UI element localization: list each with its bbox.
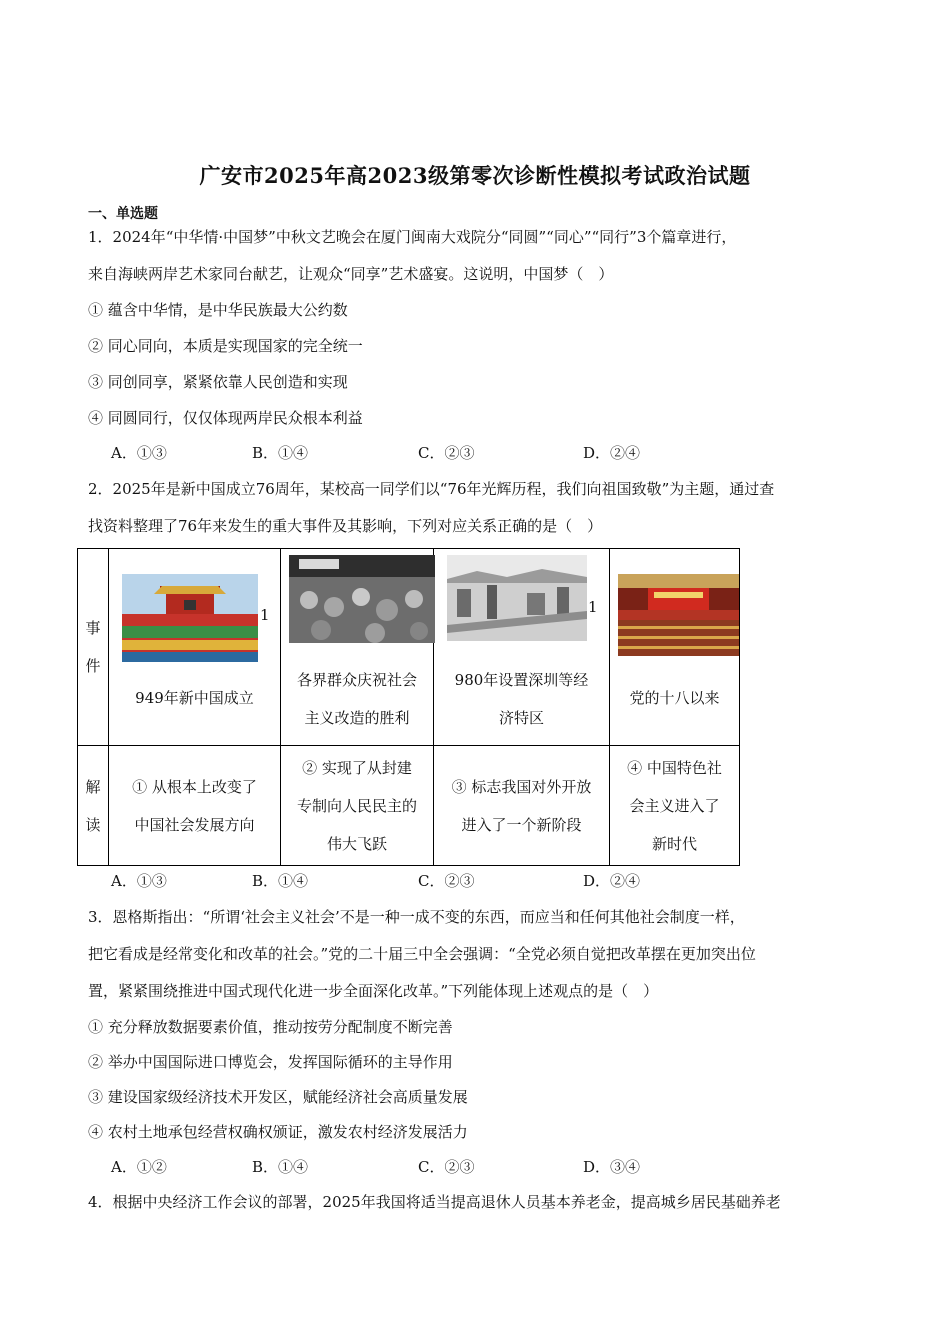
interp-cell-1 <box>109 746 281 866</box>
event-cell-1 <box>109 549 281 746</box>
q1-statement-1: ① 蕴含中华情，是中华民族最大公约数 <box>88 301 348 319</box>
q4-stem-line1: 4．根据中央经济工作会议的部署，2025年我国将适当提高退休人员基本养老金，提高城乡居民基础养老 <box>88 1193 781 1211</box>
q2-stem-line1: 2．2025年是新中国成立76周年，某校高一同学们以“76年光辉历程，我们向祖国致敬”为主题，通过查 <box>88 480 775 498</box>
events-row <box>78 549 740 746</box>
interp2-line2: 专制向人民民主的 <box>296 796 417 815</box>
q3-option-c[interactable]: C．②③ <box>418 1158 475 1176</box>
q1-option-a[interactable]: A．①③ <box>111 444 167 462</box>
interp3-line2: 进入了一个新阶段 <box>461 815 582 834</box>
interp2-line3: 伟大飞跃 <box>326 834 387 853</box>
event4-label: 党的十八以来 <box>629 689 720 707</box>
event2-label-line1: 各界群众庆祝社会 <box>296 671 417 689</box>
celebration-photo <box>289 555 435 643</box>
q3-stem-line3: 置，紧紧围绕推进中国式现代化进一步全面深化改革。”下列能体现上述观点的是（ ） <box>88 982 659 1000</box>
q1-stem-line1: 1．2024年“中华情·中国梦”中秋文艺晚会在厦门闽南大戏院分“同圆”“同心”“同行”3个篇章进行， <box>88 228 737 246</box>
q1-statement-2: ② 同心同向，本质是实现国家的完全统一 <box>88 337 363 355</box>
event1-label: 949年新中国成立 <box>135 689 254 707</box>
interp3-line1: ③ 标志我国对外开放 <box>451 777 592 796</box>
interpretation-row <box>78 746 740 866</box>
event-cell-3 <box>434 549 610 746</box>
congress-hall-photo <box>618 574 739 656</box>
event1-year-digit: 1 <box>260 606 270 624</box>
event-cell-2 <box>281 549 434 746</box>
interp-cell-4 <box>610 746 740 866</box>
interp4-line3: 新时代 <box>651 834 697 853</box>
q3-option-b[interactable]: B．①④ <box>252 1158 309 1176</box>
event3-label-line1: 980年设置深圳等经 <box>454 671 589 689</box>
q1-option-c[interactable]: C．②③ <box>418 444 475 462</box>
events-header-char-1: 事 <box>85 619 101 637</box>
event2-label-line2: 主义改造的胜利 <box>304 709 410 727</box>
interpretation-row-header <box>78 746 109 866</box>
events-row-header <box>78 549 109 746</box>
interp1-line2: 中国社会发展方向 <box>134 815 255 834</box>
q1-option-d[interactable]: D．②④ <box>583 444 641 462</box>
q2-stem-line2: 找资料整理了76年来发生的重大事件及其影响，下列对应关系正确的是（ ） <box>88 517 603 535</box>
q3-stem-line2: 把它看成是经常变化和改革的社会。”党的二十届三中全会强调：“全党必须自觉把改革摆在更加突出位 <box>88 945 756 963</box>
q1-stem-line2: 来自海峡两岸艺术家同台献艺，让观众“同享”艺术盛宴。这说明，中国梦（ ） <box>88 265 614 283</box>
events-table <box>77 548 740 866</box>
interp4-line2: 会主义进入了 <box>629 796 720 815</box>
q3-statement-3: ③ 建设国家级经济技术开发区，赋能经济社会高质量发展 <box>88 1088 468 1106</box>
section-heading: 一、单选题 <box>88 206 158 222</box>
q3-stem-line1: 3．恩格斯指出：“所谓‘社会主义社会’不是一种一成不变的东西，而应当和任何其他社会制度一样， <box>88 908 745 926</box>
q3-option-a[interactable]: A．①② <box>111 1158 167 1176</box>
interp-header-char-2: 读 <box>85 815 101 834</box>
q1-statement-3: ③ 同创同享，紧紧依靠人民创造和实现 <box>88 373 348 391</box>
interp-cell-2 <box>281 746 434 866</box>
interp-cell-3 <box>434 746 610 866</box>
q3-statement-4: ④ 农村土地承包经营权确权颁证，激发农村经济发展活力 <box>88 1123 468 1141</box>
events-header-char-2: 件 <box>85 657 101 675</box>
page-title: 广安市2025年高2023级第零次诊断性模拟考试政治试题 <box>199 163 751 188</box>
interp-header-char-1: 解 <box>85 777 101 796</box>
q1-statement-4: ④ 同圆同行，仅仅体现两岸民众根本利益 <box>88 409 363 427</box>
shenzhen-photo <box>447 555 587 641</box>
event3-label-line2: 济特区 <box>498 709 544 727</box>
q2-option-c[interactable]: C．②③ <box>418 872 475 890</box>
q3-statement-2: ② 举办中国国际进口博览会，发挥国际循环的主导作用 <box>88 1053 453 1071</box>
q2-option-a[interactable]: A．①③ <box>111 872 167 890</box>
interp2-line1: ② 实现了从封建 <box>302 758 412 777</box>
tiananmen-photo <box>122 574 258 662</box>
interp1-line1: ① 从根本上改变了 <box>132 777 257 796</box>
q1-option-b[interactable]: B．①④ <box>252 444 309 462</box>
q2-option-b[interactable]: B．①④ <box>252 872 309 890</box>
q3-statement-1: ① 充分释放数据要素价值，推动按劳分配制度不断完善 <box>88 1018 453 1036</box>
q3-option-d[interactable]: D．③④ <box>583 1158 641 1176</box>
interp4-line1: ④ 中国特色社 <box>627 758 722 777</box>
event-cell-4 <box>610 549 740 746</box>
q2-option-d[interactable]: D．②④ <box>583 872 641 890</box>
event3-year-digit: 1 <box>588 598 598 616</box>
